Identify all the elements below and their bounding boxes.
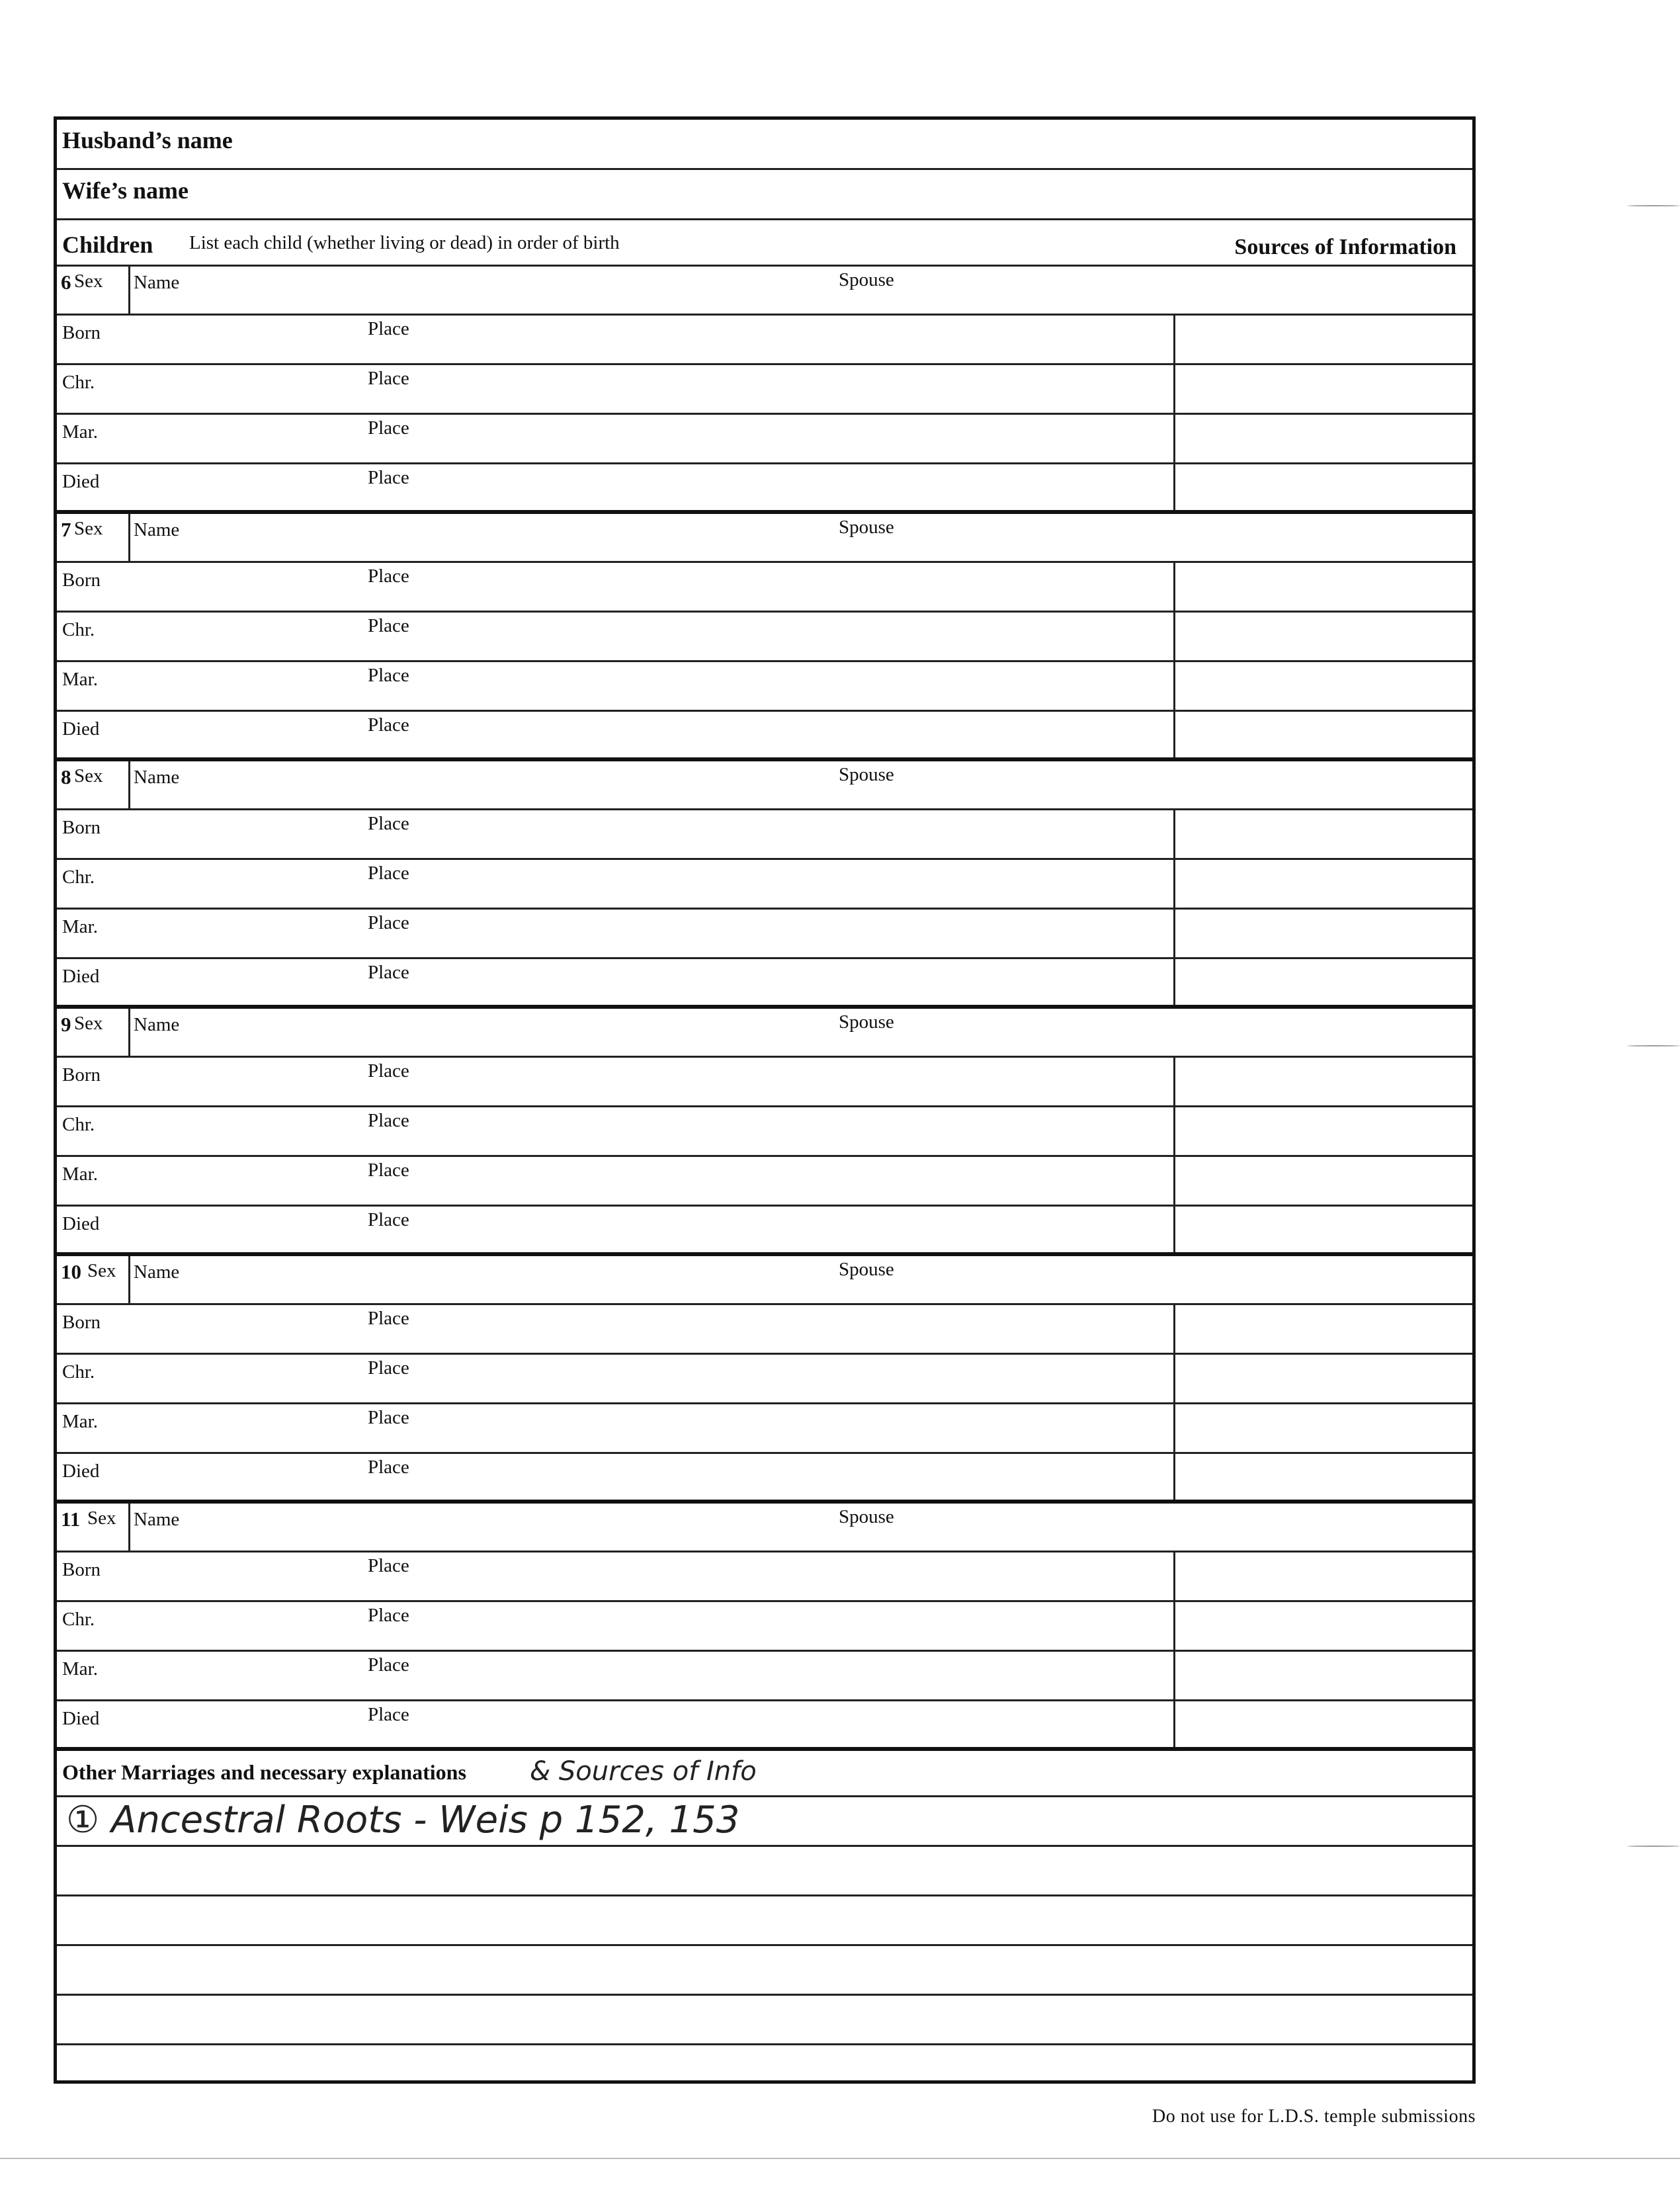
event-row[interactable] bbox=[57, 860, 1472, 910]
event-row[interactable] bbox=[57, 712, 1472, 761]
spouse-label: Spouse bbox=[839, 1259, 894, 1280]
event-label: Mar. bbox=[62, 421, 98, 443]
event-row[interactable] bbox=[57, 1157, 1472, 1207]
event-row[interactable] bbox=[57, 316, 1472, 365]
wife-name-row[interactable] bbox=[57, 170, 1472, 220]
source-cell[interactable] bbox=[1173, 1355, 1472, 1402]
sex-label: Sex bbox=[74, 1013, 103, 1034]
child-number: 9 bbox=[61, 1013, 71, 1036]
place-label: Place bbox=[368, 1555, 409, 1576]
spouse-label: Spouse bbox=[839, 1506, 894, 1527]
child-sex-box[interactable] bbox=[57, 267, 130, 314]
place-label: Place bbox=[368, 1308, 409, 1329]
event-label: Mar. bbox=[62, 1411, 98, 1432]
event-row[interactable] bbox=[57, 415, 1472, 464]
binder-hole-mark bbox=[1627, 205, 1680, 206]
event-row[interactable] bbox=[57, 1404, 1472, 1454]
child-name-row[interactable] bbox=[57, 267, 1472, 316]
place-label: Place bbox=[368, 318, 409, 339]
event-row[interactable] bbox=[57, 1107, 1472, 1157]
name-label: Name bbox=[134, 1509, 180, 1530]
event-label: Died bbox=[62, 1461, 100, 1482]
event-label: Chr. bbox=[62, 1609, 95, 1630]
source-cell[interactable] bbox=[1173, 613, 1472, 660]
source-cell[interactable] bbox=[1173, 1058, 1472, 1105]
source-cell[interactable] bbox=[1173, 712, 1472, 757]
event-label: Mar. bbox=[62, 669, 98, 690]
children-label: Children bbox=[62, 232, 153, 258]
place-label: Place bbox=[368, 1060, 409, 1082]
source-cell[interactable] bbox=[1173, 415, 1472, 462]
source-cell[interactable] bbox=[1173, 959, 1472, 1005]
binder-hole-mark bbox=[1627, 1045, 1680, 1046]
place-label: Place bbox=[368, 368, 409, 389]
event-label: Died bbox=[62, 1213, 100, 1234]
handwritten-sources-note: & Sources of Info bbox=[530, 1756, 757, 1787]
source-cell[interactable] bbox=[1173, 810, 1472, 858]
event-label: Born bbox=[62, 570, 101, 591]
event-row[interactable] bbox=[57, 662, 1472, 712]
source-cell[interactable] bbox=[1173, 1602, 1472, 1650]
children-instruction: List each child (whether living or dead) in order of birth bbox=[189, 232, 620, 253]
name-label: Name bbox=[134, 519, 180, 540]
event-label: Died bbox=[62, 1708, 100, 1729]
event-label: Mar. bbox=[62, 1658, 98, 1680]
place-label: Place bbox=[368, 714, 409, 736]
child-number: 11 bbox=[61, 1508, 81, 1531]
child-name-row[interactable] bbox=[57, 514, 1472, 563]
source-cell[interactable] bbox=[1173, 1652, 1472, 1699]
source-cell[interactable] bbox=[1173, 365, 1472, 413]
event-row[interactable] bbox=[57, 910, 1472, 959]
event-row[interactable] bbox=[57, 563, 1472, 613]
source-cell[interactable] bbox=[1173, 563, 1472, 611]
place-label: Place bbox=[368, 1110, 409, 1131]
event-label: Mar. bbox=[62, 916, 98, 937]
explanation-line[interactable] bbox=[57, 1896, 1472, 1946]
event-label: Died bbox=[62, 471, 100, 492]
event-label: Chr. bbox=[62, 619, 95, 640]
place-label: Place bbox=[368, 1160, 409, 1181]
source-cell[interactable] bbox=[1173, 1404, 1472, 1452]
event-row[interactable] bbox=[57, 365, 1472, 415]
source-cell[interactable] bbox=[1173, 1107, 1472, 1155]
event-row[interactable] bbox=[57, 1652, 1472, 1701]
family-group-sheet-form bbox=[54, 116, 1476, 2084]
name-label: Name bbox=[134, 767, 180, 788]
spouse-label: Spouse bbox=[839, 517, 894, 538]
explanation-line[interactable] bbox=[57, 1946, 1472, 1996]
source-cell[interactable] bbox=[1173, 1157, 1472, 1205]
source-cell[interactable] bbox=[1173, 1305, 1472, 1353]
explanation-line[interactable] bbox=[57, 1996, 1472, 2045]
place-label: Place bbox=[368, 912, 409, 933]
sex-label: Sex bbox=[87, 1508, 116, 1529]
place-label: Place bbox=[368, 863, 409, 884]
child-number: 8 bbox=[61, 765, 71, 788]
event-row[interactable] bbox=[57, 1355, 1472, 1404]
event-label: Died bbox=[62, 966, 100, 987]
other-marriages-header bbox=[57, 1751, 1472, 1797]
name-label: Name bbox=[134, 1014, 180, 1035]
explanation-line[interactable] bbox=[57, 1847, 1472, 1896]
child-sex-box[interactable] bbox=[57, 514, 130, 561]
child-name-row[interactable] bbox=[57, 1504, 1472, 1553]
child-name-row[interactable] bbox=[57, 761, 1472, 810]
husband-name-row[interactable] bbox=[57, 120, 1472, 170]
place-label: Place bbox=[368, 1457, 409, 1478]
wife-name-label: Wife’s name bbox=[62, 177, 189, 204]
place-label: Place bbox=[368, 1209, 409, 1230]
source-cell[interactable] bbox=[1173, 910, 1472, 957]
place-label: Place bbox=[368, 962, 409, 983]
sex-label: Sex bbox=[74, 518, 103, 539]
event-row[interactable] bbox=[57, 464, 1472, 514]
event-row[interactable] bbox=[57, 1305, 1472, 1355]
event-label: Born bbox=[62, 1559, 101, 1580]
place-label: Place bbox=[368, 1357, 409, 1379]
sex-label: Sex bbox=[87, 1260, 116, 1281]
source-cell[interactable] bbox=[1173, 1553, 1472, 1600]
place-label: Place bbox=[368, 1407, 409, 1428]
child-sex-box[interactable] bbox=[57, 1504, 130, 1551]
child-sex-box[interactable] bbox=[57, 1256, 130, 1303]
place-label: Place bbox=[368, 1654, 409, 1676]
child-name-row[interactable] bbox=[57, 1256, 1472, 1305]
source-cell[interactable] bbox=[1173, 860, 1472, 908]
event-row[interactable] bbox=[57, 1058, 1472, 1107]
other-marriages-label: Other Marriages and necessary explanations bbox=[62, 1760, 466, 1784]
page-edge-rule bbox=[0, 2158, 1680, 2159]
place-label: Place bbox=[368, 467, 409, 488]
event-row[interactable] bbox=[57, 613, 1472, 662]
event-label: Born bbox=[62, 1312, 101, 1333]
event-row[interactable] bbox=[57, 1553, 1472, 1602]
place-label: Place bbox=[368, 1704, 409, 1725]
explanation-line[interactable] bbox=[57, 2045, 1472, 2095]
source-cell[interactable] bbox=[1173, 1454, 1472, 1500]
spouse-label: Spouse bbox=[839, 1011, 894, 1033]
child-number: 6 bbox=[61, 271, 71, 294]
children-header-row bbox=[57, 220, 1472, 267]
handwritten-entry: ① Ancestral Roots - Weis p 152, 153 bbox=[66, 1799, 740, 1842]
sources-of-information-label: Sources of Information bbox=[1234, 235, 1456, 259]
place-label: Place bbox=[368, 615, 409, 636]
binder-hole-mark bbox=[1627, 1846, 1680, 1847]
event-label: Born bbox=[62, 1064, 101, 1085]
place-label: Place bbox=[368, 813, 409, 834]
sex-label: Sex bbox=[74, 271, 103, 292]
event-label: Chr. bbox=[62, 1361, 95, 1382]
place-label: Place bbox=[368, 1605, 409, 1626]
name-label: Name bbox=[134, 1261, 180, 1283]
event-row[interactable] bbox=[57, 959, 1472, 1009]
event-row[interactable] bbox=[57, 1207, 1472, 1256]
child-number: 7 bbox=[61, 518, 71, 541]
event-label: Chr. bbox=[62, 372, 95, 393]
event-label: Chr. bbox=[62, 1114, 95, 1135]
event-row[interactable] bbox=[57, 1701, 1472, 1751]
child-name-row[interactable] bbox=[57, 1009, 1472, 1058]
child-sex-box[interactable] bbox=[57, 1009, 130, 1056]
spouse-label: Spouse bbox=[839, 764, 894, 785]
source-cell[interactable] bbox=[1173, 316, 1472, 363]
event-label: Died bbox=[62, 718, 100, 740]
event-label: Born bbox=[62, 322, 101, 343]
event-label: Born bbox=[62, 817, 101, 838]
child-number: 10 bbox=[61, 1260, 81, 1283]
explanation-line[interactable] bbox=[57, 1797, 1472, 1847]
event-label: Chr. bbox=[62, 867, 95, 888]
place-label: Place bbox=[368, 566, 409, 587]
event-row[interactable] bbox=[57, 1454, 1472, 1504]
place-label: Place bbox=[368, 665, 409, 686]
source-cell[interactable] bbox=[1173, 1701, 1472, 1747]
event-row[interactable] bbox=[57, 1602, 1472, 1652]
source-cell[interactable] bbox=[1173, 464, 1472, 510]
name-label: Name bbox=[134, 272, 180, 293]
child-sex-box[interactable] bbox=[57, 761, 130, 808]
sex-label: Sex bbox=[74, 765, 103, 787]
place-label: Place bbox=[368, 417, 409, 439]
event-row[interactable] bbox=[57, 810, 1472, 860]
husband-name-label: Husband’s name bbox=[62, 127, 233, 153]
spouse-label: Spouse bbox=[839, 269, 894, 290]
source-cell[interactable] bbox=[1173, 1207, 1472, 1252]
event-label: Mar. bbox=[62, 1164, 98, 1185]
footer-note: Do not use for L.D.S. temple submissions bbox=[1152, 2106, 1476, 2127]
source-cell[interactable] bbox=[1173, 662, 1472, 710]
